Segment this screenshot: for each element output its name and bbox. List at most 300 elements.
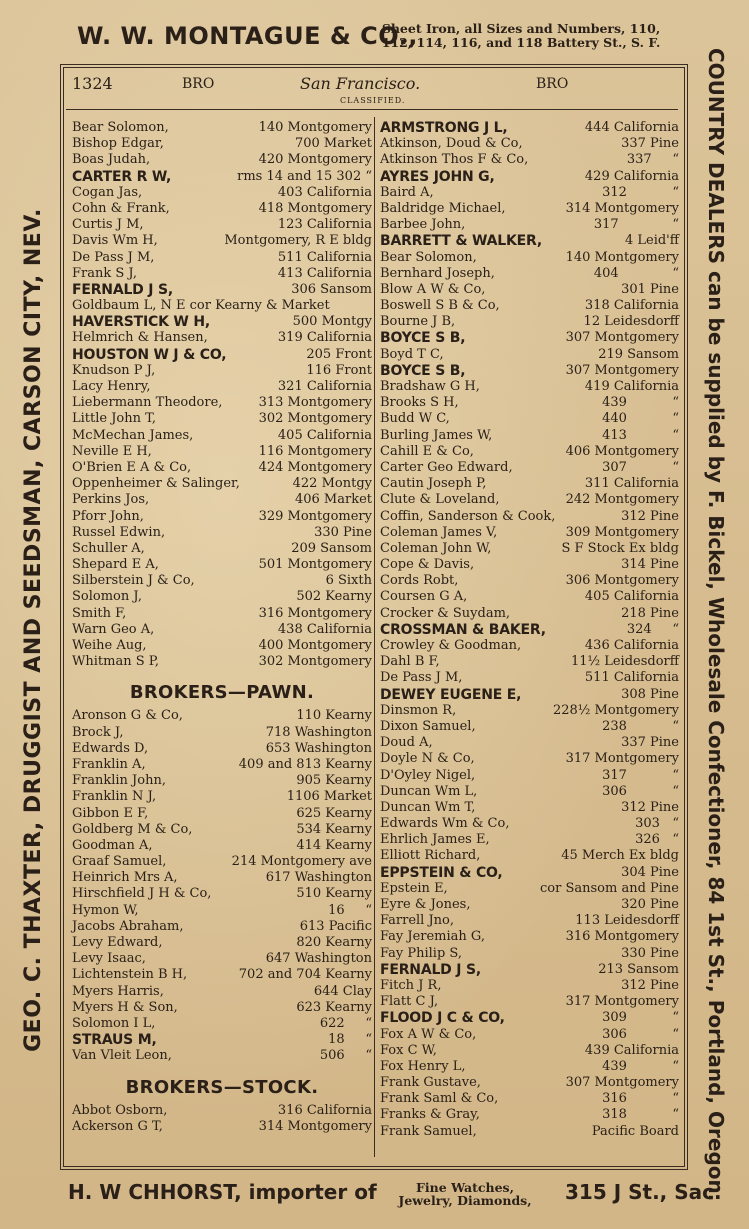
entry-address: 438 California bbox=[277, 621, 372, 637]
entry-name: Franklin N J, bbox=[72, 789, 157, 805]
entry-name: CROSSMAN & BAKER, bbox=[380, 621, 546, 638]
entry-name: ARMSTRONG J L, bbox=[380, 120, 508, 136]
directory-entry bbox=[380, 638, 679, 654]
entry-name: Bernhard Joseph, bbox=[380, 265, 495, 281]
directory-entry bbox=[72, 379, 372, 395]
entry-name: Barbee John, bbox=[380, 217, 466, 233]
entry-name: DEWEY EUGENE E, bbox=[380, 686, 522, 703]
entry-address: 4 Leid'ff bbox=[624, 233, 679, 249]
entry-address: 116 Montgomery bbox=[258, 443, 372, 459]
entry-address: 534 Kearny bbox=[296, 821, 372, 837]
directory-entry bbox=[380, 848, 679, 864]
entry-name: Little John T, bbox=[72, 411, 157, 427]
entry-address: 623 Kearny bbox=[296, 999, 372, 1015]
directory-entry bbox=[380, 233, 679, 249]
directory-entry bbox=[380, 541, 679, 557]
entry-name: Bear Solomon, bbox=[380, 249, 477, 265]
directory-entry bbox=[380, 169, 679, 185]
directory-entry bbox=[72, 152, 372, 168]
entry-name: Hymon W, bbox=[72, 902, 139, 918]
directory-entry bbox=[72, 741, 372, 757]
entry-address: 312 “ bbox=[602, 184, 679, 200]
directory-entry bbox=[380, 1091, 679, 1107]
top-ad-line-1: Sheet Iron, all Sizes and Numbers, 110, bbox=[381, 21, 661, 36]
entry-name: Fay Philip S, bbox=[380, 945, 462, 961]
entry-name: Shepard E A, bbox=[72, 557, 159, 573]
entry-address: 302 Montgomery bbox=[258, 411, 372, 427]
directory-entry bbox=[380, 913, 679, 929]
entry-name: Fox Henry L, bbox=[380, 1058, 466, 1074]
entry-name: Cogan Jas, bbox=[72, 184, 143, 200]
entry-address: 439 “ bbox=[602, 1058, 679, 1074]
entry-name: Lichtenstein B H, bbox=[72, 967, 188, 983]
directory-entry bbox=[380, 1027, 679, 1043]
directory-entry bbox=[380, 589, 679, 605]
entry-address: 420 Montgomery bbox=[258, 152, 372, 168]
entry-address: 502 Kearny bbox=[296, 589, 372, 605]
directory-entry bbox=[72, 806, 372, 822]
top-advertisement bbox=[55, 18, 695, 58]
directory-entry bbox=[380, 929, 679, 945]
entry-address: 140 Montgomery bbox=[258, 120, 372, 135]
entry-name: Jacobs Abraham, bbox=[72, 918, 184, 934]
entry-name: Pforr John, bbox=[72, 508, 144, 524]
entry-name: De Pass J M, bbox=[72, 249, 155, 265]
entry-address: 405 California bbox=[277, 427, 372, 443]
directory-entry bbox=[72, 298, 372, 314]
directory-entry bbox=[72, 967, 372, 983]
entry-name: Epstein E, bbox=[380, 880, 448, 896]
directory-entry bbox=[380, 946, 679, 962]
entry-address: 309 “ bbox=[602, 1010, 679, 1026]
entry-name: Brock J, bbox=[72, 724, 124, 740]
directory-entry bbox=[380, 185, 679, 201]
entry-name: Elliott Richard, bbox=[380, 848, 481, 864]
entry-name: Goldbaum L, N E cor Kearny & Market bbox=[72, 298, 330, 314]
directory-entry bbox=[380, 492, 679, 508]
entry-name: AYRES JOHN G, bbox=[380, 168, 495, 185]
directory-entry bbox=[72, 838, 372, 854]
entry-address: Montgomery, R E bldg bbox=[224, 233, 372, 249]
entry-name: Coursen G A, bbox=[380, 589, 468, 605]
entry-name: Eyre & Jones, bbox=[380, 897, 471, 912]
directory-entry bbox=[72, 773, 372, 789]
header-rule bbox=[66, 109, 678, 110]
directory-entry bbox=[380, 670, 679, 686]
directory-entry bbox=[72, 870, 372, 886]
entry-address: 312 Pine bbox=[621, 977, 679, 993]
entry-address: 306 “ bbox=[602, 783, 679, 799]
entry-name: Doud A, bbox=[380, 735, 433, 751]
entry-address: 700 Market bbox=[294, 136, 372, 152]
entry-address: 213 Sansom bbox=[598, 961, 679, 977]
top-ad-line-2: 112, 114, 116, and 118 Battery St., S. F. bbox=[381, 35, 661, 50]
entry-address: 647 Washington bbox=[265, 951, 372, 967]
directory-entry bbox=[380, 525, 679, 541]
directory-entry bbox=[72, 854, 372, 870]
entry-address: 316 Montgomery bbox=[565, 929, 679, 945]
entry-name: Flatt C J, bbox=[380, 994, 439, 1010]
bottom-ad-text bbox=[360, 1181, 570, 1207]
section-heading: BROKERS—PAWN. bbox=[129, 682, 315, 704]
entry-name: BOYCE S B, bbox=[380, 330, 466, 347]
entry-name: Budd W C, bbox=[380, 411, 450, 427]
entry-name: Curtis J M, bbox=[72, 217, 144, 233]
entry-name: Liebermann Theodore, bbox=[72, 395, 223, 411]
entry-address: 1106 Market bbox=[286, 789, 372, 805]
entry-name: Silberstein J & Co, bbox=[72, 573, 195, 589]
directory-entry bbox=[72, 638, 372, 654]
entry-name: Smith F, bbox=[72, 605, 127, 621]
directory-entry bbox=[380, 282, 679, 298]
directory-entry bbox=[72, 789, 372, 805]
entry-name: Oppenheimer & Salinger, bbox=[72, 476, 240, 492]
entry-name: EPPSTEIN & CO, bbox=[380, 864, 503, 881]
entry-address: 820 Kearny bbox=[296, 935, 372, 950]
directory-entry bbox=[380, 330, 679, 346]
entry-name: Dinsmon R, bbox=[380, 702, 457, 718]
entry-name: Clute & Loveland, bbox=[380, 492, 500, 508]
entry-name: Levy Isaac, bbox=[72, 951, 146, 967]
left-margin-advertisement: GEO. C. THAXTER, DRUGGIST AND SEEDSMAN, CARSON CITY, NEV. bbox=[21, 208, 46, 1052]
directory-entry bbox=[72, 233, 372, 249]
entry-name: Solomon I L, bbox=[72, 1015, 156, 1031]
directory-entry bbox=[72, 266, 372, 282]
entry-address: 316 “ bbox=[602, 1091, 679, 1107]
directory-entry bbox=[380, 654, 679, 670]
entry-address: 330 Pine bbox=[621, 945, 679, 961]
entry-name: Russel Edwin, bbox=[72, 524, 166, 540]
entry-name: HOUSTON W J & CO, bbox=[72, 346, 227, 363]
entry-name: Fox A W & Co, bbox=[380, 1026, 477, 1042]
directory-entry bbox=[72, 557, 372, 573]
entry-name: Cope & Davis, bbox=[380, 557, 475, 573]
entry-name: Perkins Jos, bbox=[72, 492, 150, 508]
directory-entry bbox=[72, 492, 372, 508]
entry-address: 419 California bbox=[584, 379, 679, 394]
entry-address: 905 Kearny bbox=[296, 773, 372, 789]
entry-name: Baldridge Michael, bbox=[380, 200, 506, 216]
entry-address: 214 Montgomery ave bbox=[231, 854, 372, 870]
entry-address: 414 Kearny bbox=[296, 837, 372, 853]
entry-address: 324 “ bbox=[626, 621, 679, 637]
directory-entry bbox=[72, 822, 372, 838]
entry-name: Edwards Wm & Co, bbox=[380, 816, 510, 832]
entry-name: Schuller A, bbox=[72, 540, 145, 556]
entry-address: 439 “ bbox=[602, 395, 679, 411]
entry-address: 506 “ bbox=[319, 1048, 372, 1064]
entry-name: FERNALD J S, bbox=[72, 281, 173, 298]
entry-name: Bourne J B, bbox=[380, 314, 456, 330]
entry-name: Fitch J R, bbox=[380, 977, 442, 993]
directory-entry bbox=[380, 217, 679, 233]
entry-address: 311 California bbox=[584, 476, 679, 492]
entry-name: Frank Saml & Co, bbox=[380, 1091, 499, 1107]
directory-entry bbox=[380, 152, 679, 168]
entry-address: rms 14 and 15 302 “ bbox=[237, 168, 372, 184]
directory-entry bbox=[380, 509, 679, 525]
entry-address: 400 Montgomery bbox=[258, 638, 372, 653]
entry-address: 329 Montgomery bbox=[258, 508, 372, 524]
entry-address: 320 Pine bbox=[621, 897, 679, 912]
entry-name: Dahl B F, bbox=[380, 654, 440, 670]
directory-entry bbox=[72, 282, 372, 298]
directory-entry bbox=[380, 411, 679, 427]
entry-address: 617 Washington bbox=[265, 870, 372, 886]
entry-address: 307 Montgomery bbox=[565, 330, 679, 346]
directory-entry bbox=[380, 897, 679, 913]
directory-entry bbox=[380, 719, 679, 735]
entry-address: 510 Kearny bbox=[296, 886, 372, 902]
right-margin-advertisement: COUNTRY DEALERS can be supplied by F. Bickel, Wholesale Confectioner, 84 1st St., Portland, Oregon. bbox=[704, 48, 728, 1202]
directory-entry bbox=[72, 136, 372, 152]
entry-name: O'Brien E A & Co, bbox=[72, 459, 192, 475]
directory-entry bbox=[380, 363, 679, 379]
directory-entry bbox=[72, 654, 372, 670]
directory-entry bbox=[72, 120, 372, 136]
entry-address: 110 Kearny bbox=[296, 708, 372, 724]
directory-entry bbox=[380, 347, 679, 363]
directory-entry bbox=[72, 314, 372, 330]
directory-entry bbox=[380, 460, 679, 476]
entry-name: Gibbon E F, bbox=[72, 805, 149, 821]
directory-entry bbox=[380, 201, 679, 217]
entry-address: 205 Front bbox=[306, 346, 372, 362]
entry-address: 140 Montgomery bbox=[565, 249, 679, 265]
directory-entry bbox=[72, 169, 372, 185]
entry-address: 307 Montgomery bbox=[565, 362, 679, 378]
directory-entry bbox=[72, 573, 372, 589]
entry-address: 622 “ bbox=[319, 1015, 372, 1031]
entry-address: 16 “ bbox=[328, 902, 372, 918]
directory-entry bbox=[380, 800, 679, 816]
directory-entry bbox=[380, 298, 679, 314]
entry-name: Fay Jeremiah G, bbox=[380, 929, 485, 945]
entry-name: Baird A, bbox=[380, 184, 434, 200]
entry-address: 702 and 704 Kearny bbox=[238, 967, 372, 983]
entry-name: Bear Solomon, bbox=[72, 120, 169, 135]
entry-name: Myers Harris, bbox=[72, 983, 164, 999]
directory-entry bbox=[380, 1107, 679, 1123]
entry-name: Bishop Edgar, bbox=[72, 136, 164, 152]
left-column bbox=[72, 120, 372, 1135]
directory-entry bbox=[380, 1010, 679, 1026]
directory-entry bbox=[72, 509, 372, 525]
entry-address: 404 “ bbox=[593, 265, 679, 281]
entry-address: 116 Front bbox=[306, 362, 372, 378]
entry-address: 436 California bbox=[584, 638, 679, 653]
entry-name: STRAUS M, bbox=[72, 1032, 157, 1049]
entry-name: FERNALD J S, bbox=[380, 961, 481, 978]
directory-entry bbox=[72, 1119, 372, 1135]
directory-entry bbox=[72, 541, 372, 557]
entry-name: Cords Robt, bbox=[380, 573, 459, 589]
entry-address: 307 “ bbox=[602, 459, 679, 475]
entry-name: Doyle N & Co, bbox=[380, 751, 475, 767]
entry-address: 312 Pine bbox=[621, 799, 679, 815]
entry-name: Whitman S P, bbox=[72, 654, 159, 670]
directory-entry bbox=[72, 395, 372, 411]
entry-name: De Pass J M, bbox=[380, 670, 463, 686]
entry-address: 306 Sansom bbox=[291, 281, 372, 297]
directory-entry bbox=[380, 379, 679, 395]
entry-name: Goodman A, bbox=[72, 837, 153, 853]
entry-name: Ehrlich James E, bbox=[380, 832, 490, 848]
bottom-advertisement bbox=[60, 1178, 722, 1210]
entry-address: 413 “ bbox=[602, 427, 679, 443]
directory-entry bbox=[380, 978, 679, 994]
entry-address: 306 Montgomery bbox=[565, 573, 679, 589]
entry-address: 113 Leidesdorff bbox=[575, 913, 679, 929]
entry-address: 424 Montgomery bbox=[258, 459, 372, 475]
entry-name: CARTER R W, bbox=[72, 168, 172, 185]
directory-entry bbox=[380, 735, 679, 751]
running-head-city: San Francisco. bbox=[300, 74, 421, 93]
directory-entry bbox=[380, 881, 679, 897]
entry-name: Duncan Wm L, bbox=[380, 783, 478, 799]
entry-address: 337 “ bbox=[626, 152, 679, 168]
entry-address: 653 Washington bbox=[265, 740, 372, 756]
directory-entry bbox=[72, 1032, 372, 1048]
bottom-ad-firm: H. W CHHORST, importer of bbox=[68, 1180, 377, 1204]
page-number: 1324 bbox=[72, 74, 113, 93]
entry-name: Frank S J, bbox=[72, 265, 137, 281]
directory-entry bbox=[380, 784, 679, 800]
directory-entry bbox=[380, 606, 679, 622]
directory-entry bbox=[380, 865, 679, 881]
entry-name: Knudson P J, bbox=[72, 362, 156, 378]
entry-address: 316 Montgomery bbox=[258, 605, 372, 621]
entry-address: 12 Leidesdorff bbox=[583, 314, 679, 330]
directory-entry bbox=[72, 1016, 372, 1032]
entry-name: Cohn & Frank, bbox=[72, 200, 170, 216]
entry-address: 319 California bbox=[277, 330, 372, 346]
directory-entry bbox=[380, 1059, 679, 1075]
entry-address: 242 Montgomery bbox=[565, 492, 679, 508]
directory-entry bbox=[380, 832, 679, 848]
entry-address: 303 “ bbox=[635, 816, 679, 832]
directory-entry bbox=[380, 622, 679, 638]
entry-name: Edwards D, bbox=[72, 740, 149, 756]
directory-entry bbox=[380, 816, 679, 832]
entry-name: Frank Samuel, bbox=[380, 1123, 477, 1139]
entry-address: 511 California bbox=[584, 670, 679, 686]
entry-address: Pacific Board bbox=[591, 1123, 679, 1139]
entry-name: Brooks S H, bbox=[380, 395, 459, 411]
directory-entry bbox=[72, 919, 372, 935]
entry-address: 321 California bbox=[277, 379, 372, 394]
entry-name: Hirschfield J H & Co, bbox=[72, 886, 212, 902]
entry-name: Burling James W, bbox=[380, 427, 493, 443]
entry-address: 314 Montgomery bbox=[565, 200, 679, 216]
directory-entry bbox=[72, 476, 372, 492]
directory-entry bbox=[380, 395, 679, 411]
entry-address: 309 Montgomery bbox=[565, 524, 679, 540]
directory-entry bbox=[72, 935, 372, 951]
directory-entry bbox=[72, 708, 372, 724]
entry-name: Atkinson, Doud & Co, bbox=[380, 136, 523, 152]
directory-entry bbox=[380, 428, 679, 444]
entry-name: Crowley & Goodman, bbox=[380, 638, 522, 653]
entry-name: Van Vleit Leon, bbox=[72, 1048, 172, 1064]
entry-address: 11½ Leidesdorff bbox=[570, 654, 679, 670]
entry-address: 511 California bbox=[277, 249, 372, 265]
entry-name: Goldberg M & Co, bbox=[72, 821, 193, 837]
directory-entry bbox=[380, 994, 679, 1010]
directory-entry bbox=[380, 136, 679, 152]
entry-address: 418 Montgomery bbox=[258, 200, 372, 216]
entry-address: 308 Pine bbox=[621, 686, 679, 702]
entry-address: 6 Sixth bbox=[325, 573, 372, 589]
directory-entry bbox=[72, 217, 372, 233]
entry-address: 413 California bbox=[277, 265, 372, 281]
entry-name: Warn Geo A, bbox=[72, 621, 155, 637]
entry-name: Levy Edward, bbox=[72, 935, 163, 950]
directory-entry bbox=[72, 951, 372, 967]
directory-entry bbox=[72, 444, 372, 460]
entry-address: 306 “ bbox=[602, 1026, 679, 1042]
section-heading: BROKERS—STOCK. bbox=[125, 1076, 319, 1098]
top-ad-firm: W. W. MONTAGUE & CO., bbox=[77, 22, 418, 50]
right-column bbox=[380, 120, 679, 1140]
entry-name: Franklin John, bbox=[72, 773, 166, 789]
entry-name: HAVERSTICK W H, bbox=[72, 314, 210, 331]
entry-name: D'Oyley Nigel, bbox=[380, 767, 476, 783]
entry-name: Carter Geo Edward, bbox=[380, 459, 513, 475]
entry-name: Boswell S B & Co, bbox=[380, 298, 500, 314]
entry-address: 317 “ bbox=[593, 217, 679, 233]
entry-name: Fox C W, bbox=[380, 1042, 437, 1058]
directory-entry bbox=[72, 428, 372, 444]
entry-address: 337 Pine bbox=[621, 735, 679, 751]
directory-entry bbox=[72, 185, 372, 201]
entry-address: 219 Sansom bbox=[598, 346, 679, 362]
directory-entry bbox=[72, 201, 372, 217]
entry-address: 304 Pine bbox=[621, 864, 679, 880]
running-head-right: BRO bbox=[536, 76, 569, 92]
directory-entry bbox=[380, 1043, 679, 1059]
entry-address: 317 “ bbox=[602, 767, 679, 783]
entry-name: Cautin Joseph P, bbox=[380, 476, 487, 492]
directory-entry bbox=[380, 266, 679, 282]
directory-entry bbox=[380, 1075, 679, 1091]
entry-address: 307 Montgomery bbox=[565, 1075, 679, 1091]
directory-entry bbox=[72, 1048, 372, 1064]
directory-entry bbox=[72, 903, 372, 919]
entry-name: FLOOD J C & CO, bbox=[380, 1010, 505, 1027]
directory-entry bbox=[380, 250, 679, 266]
entry-name: Duncan Wm T, bbox=[380, 799, 476, 815]
directory-entry bbox=[72, 250, 372, 266]
directory-entry bbox=[72, 411, 372, 427]
entry-address: cor Sansom and Pine bbox=[540, 880, 679, 896]
entry-address: S F Stock Ex bldg bbox=[561, 540, 679, 556]
entry-address: 314 Pine bbox=[621, 557, 679, 573]
entry-address: 313 Montgomery bbox=[258, 395, 372, 411]
directory-entry bbox=[72, 1000, 372, 1016]
directory-entry bbox=[72, 330, 372, 346]
entry-address: 318 California bbox=[584, 298, 679, 314]
entry-name: Cahill E & Co, bbox=[380, 443, 474, 459]
entry-address: 337 Pine bbox=[621, 136, 679, 152]
directory-entry bbox=[72, 725, 372, 741]
entry-address: 644 Clay bbox=[313, 983, 372, 999]
entry-address: 317 Montgomery bbox=[565, 994, 679, 1010]
entry-address: 238 “ bbox=[602, 718, 679, 734]
entry-address: 218 Pine bbox=[621, 605, 679, 621]
directory-entry bbox=[72, 757, 372, 773]
directory-entry bbox=[380, 573, 679, 589]
